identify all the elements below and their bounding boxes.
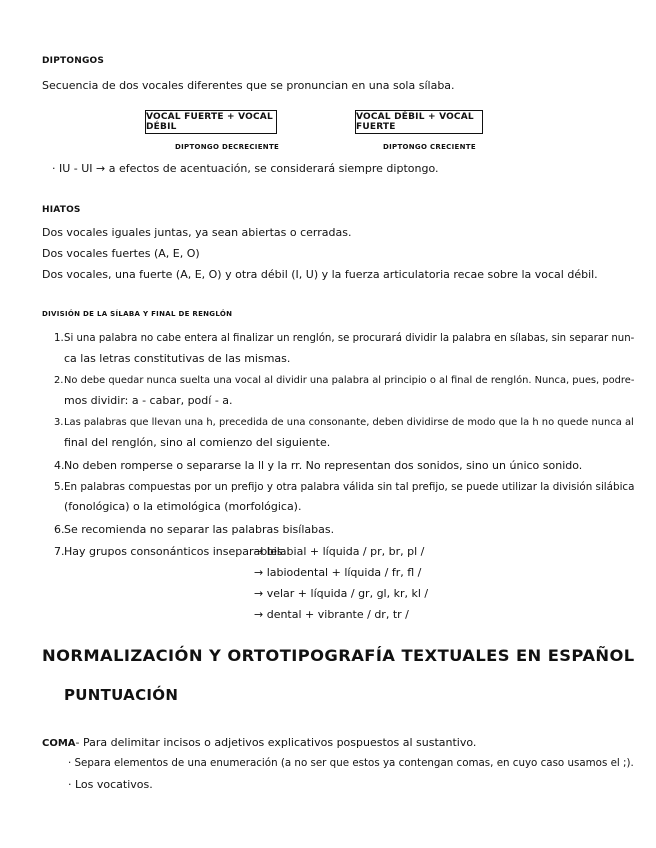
- group-dental: → dental + vibrante / dr, tr /: [254, 608, 409, 621]
- division-item-3: [54, 418, 634, 428]
- box-vocal-debil-fuerte: VOCAL DÉBIL + VOCAL FUERTE: [355, 110, 483, 134]
- division-item-2: [54, 376, 634, 386]
- division-item-5: [54, 482, 634, 492]
- label-diptongo-decreciente: DIPTONGO DECRECIENTE: [175, 143, 280, 151]
- coma-label: COMA: [42, 738, 76, 749]
- item-number: 1.: [54, 333, 64, 344]
- division-item-1: [54, 334, 634, 344]
- item-text: No debe quedar nunca suelta una vocal al dividir una palabra al principio o al final de renglón. Nunca, pues, podre-: [64, 375, 635, 386]
- item-number: 6.: [54, 523, 65, 536]
- division-item-3-cont: final del renglón, sino al comienzo del siguiente.: [64, 436, 331, 449]
- diptongos-heading: DIPTONGOS: [42, 56, 105, 66]
- group-bilabial: → bilabial + líquida / pr, br, pl /: [254, 545, 425, 558]
- diptongos-note: · IU - UI → a efectos de acentuación, se considerará siempre diptongo.: [52, 162, 439, 175]
- item-text: Las palabras que llevan una h, precedida de una consonante, deben dividirse de modo que la h no quede nunca al: [64, 417, 634, 428]
- hiatos-heading: HIATOS: [42, 205, 81, 215]
- division-item-2-cont: mos dividir: a - cabar, podí - a.: [64, 394, 233, 407]
- coma-line: [42, 737, 476, 749]
- hiatos-line-1: Dos vocales iguales juntas, ya sean abiertas o cerradas.: [42, 226, 352, 239]
- box-vocal-fuerte-debil: VOCAL FUERTE + VOCAL DÉBIL: [145, 110, 277, 134]
- item-text: En palabras compuestas por un prefijo y otra palabra válida sin tal prefijo, se puede utilizar la división silábica: [64, 481, 635, 493]
- item-text: Se recomienda no separar las palabras bisílabas.: [64, 523, 335, 536]
- division-item-5-cont: (fonológica) o la etimológica (morfológica).: [64, 500, 302, 513]
- division-item-4: [54, 460, 582, 471]
- item-text: Si una palabra no cabe entera al finalizar un renglón, se procurará dividir la palabra en sílabas, sin separar nun-: [64, 333, 635, 344]
- division-item-1-cont: ca las letras constitutivas de las mismas.: [64, 352, 291, 365]
- item-number: 4.: [54, 459, 65, 472]
- item-number: 2.: [54, 375, 64, 386]
- hiatos-line-2: Dos vocales fuertes (A, E, O): [42, 247, 200, 260]
- section-subtitle: PUNTUACIÓN: [64, 686, 179, 704]
- section-title: NORMALIZACIÓN Y ORTOTIPOGRAFÍA TEXTUALES EN ESPAÑOL: [42, 646, 635, 665]
- group-labiodental: → labiodental + líquida / fr, fl /: [254, 566, 422, 579]
- item-number: 3.: [54, 417, 64, 428]
- item-number: 7.: [54, 545, 65, 558]
- label-diptongo-creciente: DIPTONGO CRECIENTE: [383, 143, 476, 151]
- division-item-6: [54, 524, 334, 535]
- coma-text: - Para delimitar incisos o adjetivos explicativos pospuestos al sustantivo.: [75, 736, 477, 749]
- hiatos-line-3: Dos vocales, una fuerte (A, E, O) y otra débil (I, U) y la fuerza articulatoria recae sobre la vocal débil.: [42, 268, 598, 281]
- group-velar: → velar + líquida / gr, gl, kr, kl /: [254, 587, 429, 600]
- division-heading: DIVISIÓN DE LA SÍLABA Y FINAL DE RENGLÓN: [42, 310, 233, 318]
- item-text: No deben romperse o separarse la ll y la rr. No representan dos sonidos, sino un único sonido.: [64, 459, 583, 472]
- diptongos-definition: Secuencia de dos vocales diferentes que se pronuncian en una sola sílaba.: [42, 79, 455, 92]
- coma-bullet-2: · Los vocativos.: [68, 778, 153, 791]
- item-number: 5.: [54, 481, 64, 493]
- division-item-7: [54, 546, 283, 557]
- item-text: Hay grupos consonánticos inseparables: [64, 545, 283, 558]
- coma-bullet-1: · Separa elementos de una enumeración (a no ser que estos ya contengan comas, en cuyo caso usamos el ;).: [68, 757, 634, 769]
